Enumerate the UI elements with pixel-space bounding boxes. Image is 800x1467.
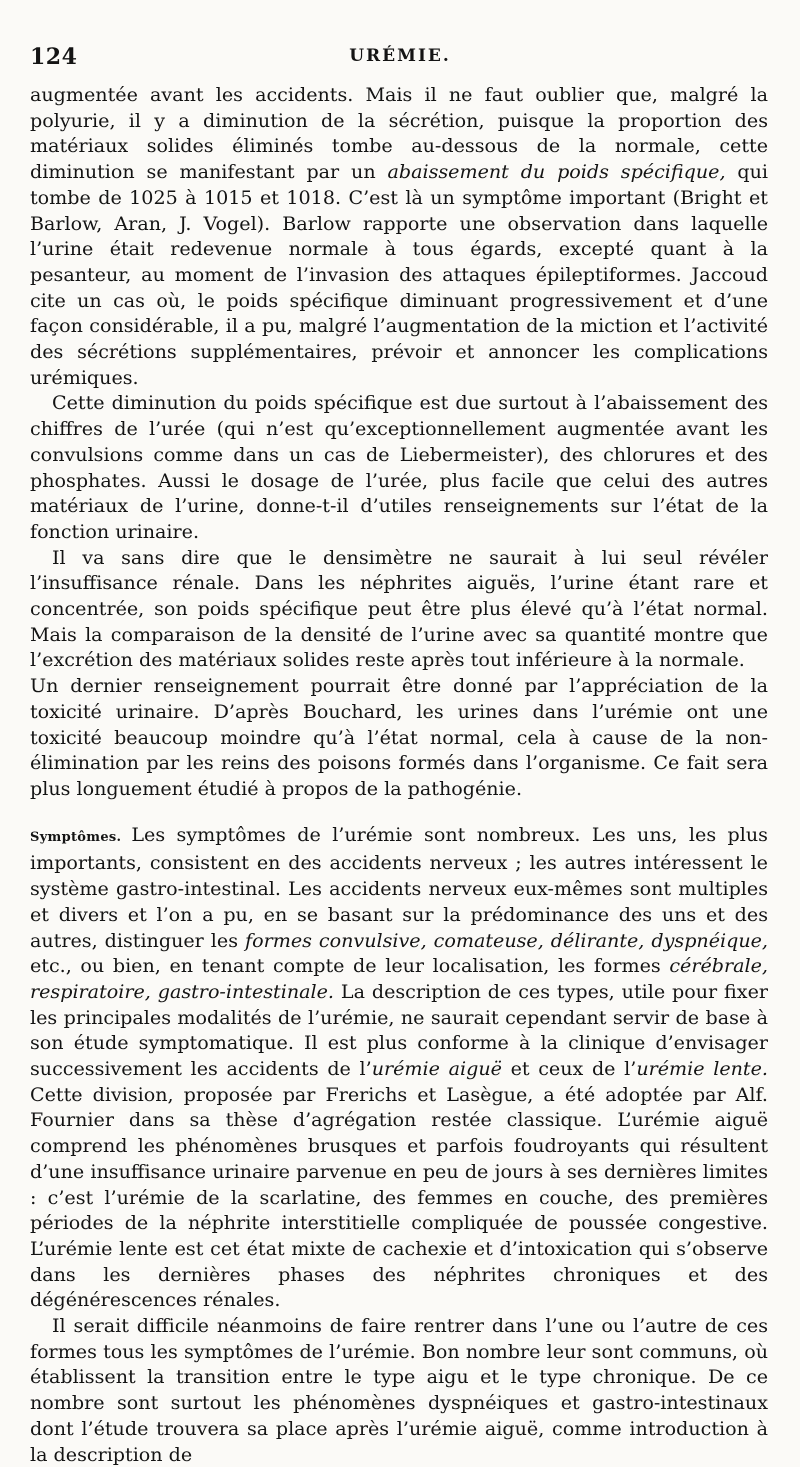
paragraph-3: Il va sans dire que le densimètre ne saurait à lui seul révéler l’insuffisance rénale. Dans les néphrites aiguës, l’urine étant rare et concentrée, son poids spécifique peut être plus élevé qu’à l’état normal. Mais la comparaison de la densité de l’urine avec sa quantité montre que l’excrétion des matériaux solides reste après tout inférieure à la normale.	[30, 545, 768, 672]
text-span: et ceux de l’	[501, 1057, 637, 1081]
section-gap	[30, 802, 768, 822]
italic-span: formes convulsive, comateuse, délirante, dyspnéique,	[245, 928, 769, 952]
italic-span: abaissement du poids spécifique,	[387, 160, 726, 184]
text-span: etc., ou bien, en tenant compte de leur localisation, les formes	[30, 954, 670, 978]
page-number: 124	[30, 44, 78, 70]
section-heading-symptomes: Symptômes.	[30, 829, 122, 845]
paragraph-2: Cette diminution du poids spécifique est due surtout à l’abaissement des chiffres de l’urée (qui n’est qu’exceptionnellement augmentée avant les convulsions comme dans un cas de Liebermeister), des chlorures et des phosphates. Aussi le dosage de l’urée, plus facile que celui des autres matériaux de l’urine, donne-t-il d’utiles renseignements sur l’état de la fonction urinaire.	[30, 391, 768, 543]
running-title: URÉMIE.	[349, 46, 451, 66]
paragraph-4: Un dernier renseignement pourrait être donné par l’appréciation de la toxicité urinaire. D’après Bouchard, les urines dans l’urémie ont une toxicité beaucoup moindre qu’à l’état normal, cela à cause de la non-élimination par les reins des poisons formés dans l’organisme. Ce fait sera plus longuement étudié à propos de la pathogénie.	[30, 674, 768, 800]
italic-span: cérébrale, respiratoire, gastro-intestinale.	[30, 954, 768, 1003]
paragraph-6: Il serait difficile néanmoins de faire rentrer dans l’une ou l’autre de ces formes tous les symptômes de l’urémie. Bon nombre leur sont communs, où établissent la transition entre le type aigu et le type chronique. De ce nombre sont surtout les phénomènes dyspnéiques et gastro-intestinaux dont l’étude trouvera sa place après l’urémie aiguë, comme introduction à la description de	[30, 1314, 768, 1466]
italic-span: urémie lente.	[636, 1057, 768, 1081]
text-span: Les symptômes de l’urémie sont nombreux. Les uns, les plus importants, consistent en des accidents nerveux ; les autres intéressent le système gastro-intestinal. Les accidents nerveux eux-mêmes sont multiples et divers et l’on a pu, en se basant sur la prédominance des uns et des autres, distinguer les	[30, 822, 768, 952]
text-span: qui tombe de 1025 à 1015 et 1018. C’est là un symptôme important (Bright et Barlow, Aran, J. Vogel). Barlow rapporte une observation dans laquelle l’urine était redevenue normale à tous égards, excepté quant à la pesanteur, au moment de l’invasion des attaques épileptiformes. Jaccoud cite un cas où, le poids spécifique diminuant progressivement et d’une façon considérable, il a pu, malgré l’augmentation de la miction et l’activité des sécrétions supplémentaires, prévoir et annoncer les complications urémiques.	[30, 160, 768, 389]
text-span: La description de ces types, utile pour fixer les principales modalités de l’urémie, ne saurait cependant servir de base à son étude symptomatique. Il est plus conforme à la clinique d’envisager successivement les accidents de l’	[30, 979, 768, 1081]
page-body	[30, 82, 768, 1467]
paragraph-1	[30, 82, 768, 390]
paragraph-symptomes	[30, 822, 768, 1313]
italic-span: urémie aiguë	[371, 1057, 502, 1081]
text-span: augmentée avant les accidents. Mais il ne faut oublier que, malgré la polyurie, il y a diminution de la sécrétion, puisque la proportion des matériaux solides éliminés tombe au-dessous de la normale, cette diminution se manifestant par un	[30, 83, 768, 184]
page-header	[30, 44, 770, 78]
text-span: Cette division, proposée par Frerichs et Lasègue, a été adoptée par Alf. Fournier dans sa thèse d’agrégation restée classique. L’urémie aiguë comprend les phénomènes brusques et parfois foudroyants qui résultent d’une insuffisance urinaire parvenue en peu de jours à ses dernières limites : c’est l’urémie de la scarlatine, des femmes en couche, des premières périodes de la néphrite interstitielle compliquée de poussée congestive. L’urémie lente est cet état mixte de cachexie et d’intoxication qui s’observe dans les dernières phases des néphrites chroniques et des dégénérescences rénales.	[30, 1082, 768, 1312]
